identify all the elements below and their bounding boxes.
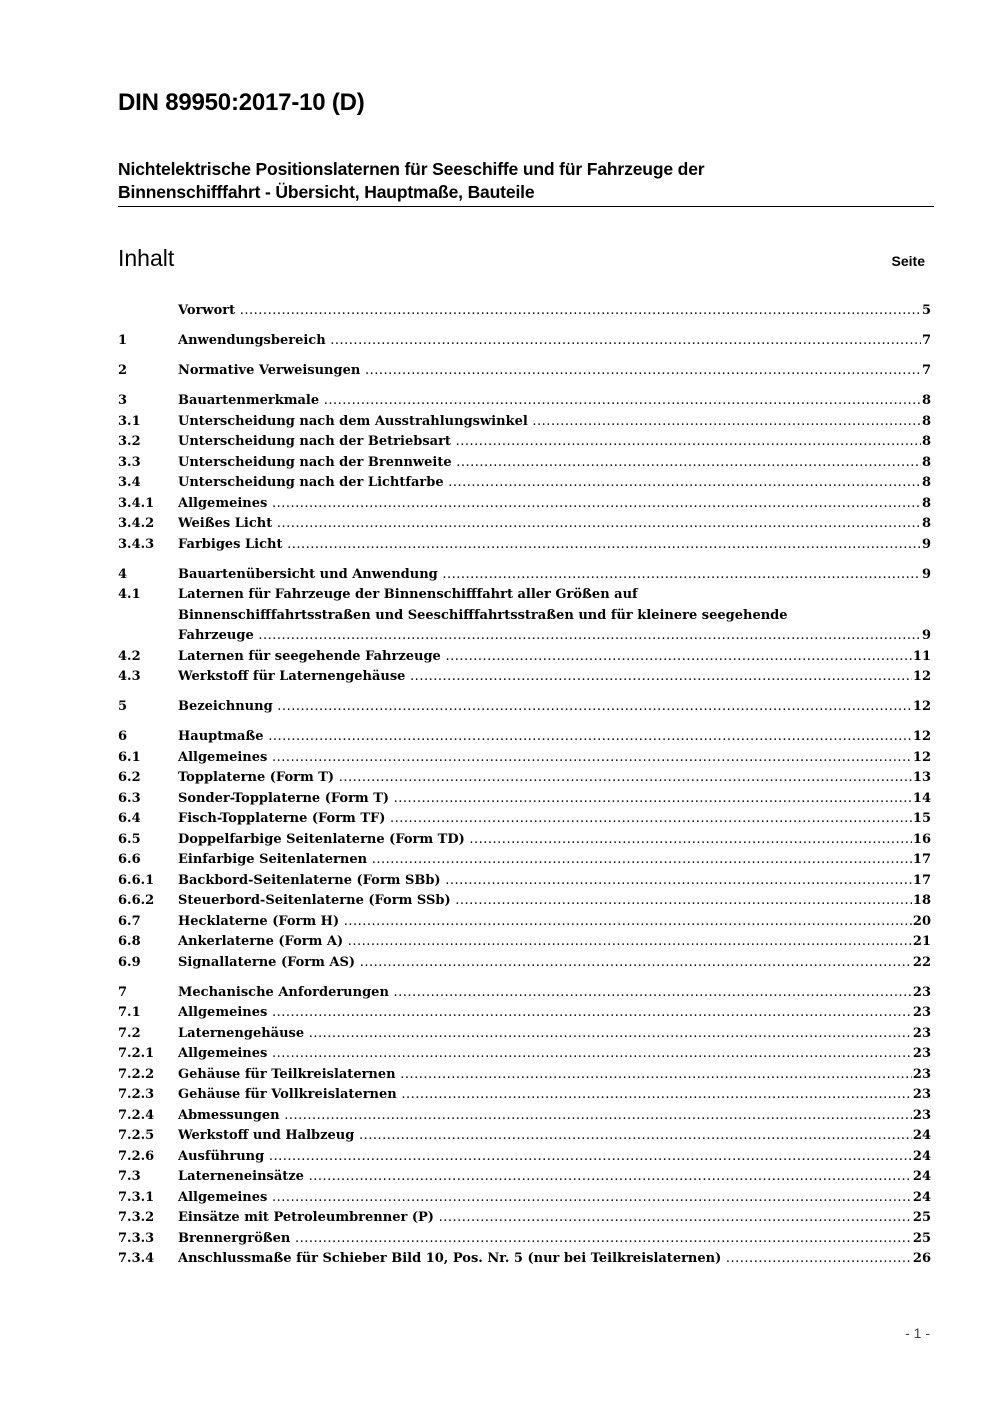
toc-entry[interactable] [118,912,931,933]
toc-entry[interactable] [118,535,931,556]
toc-entry[interactable] [118,789,931,810]
toc-entry-number: 6.8 [118,934,141,949]
toc-entry-number: 6.4 [118,811,141,826]
toc-entry[interactable] [118,953,931,974]
toc-entry-number: 7.2.5 [118,1128,155,1143]
toc-entry-page: 8 [921,475,931,490]
toc-entry[interactable] [118,1003,931,1024]
toc-entry-label [178,565,921,586]
toc-entry[interactable] [118,1044,931,1065]
toc-entry-number: 7.2.3 [118,1087,155,1102]
toc-entry-title: Abmessungen ..... [178,1108,912,1123]
toc-entry-title: Steuerbord-Seitenlaterne (Form SSb) ..... [178,893,912,908]
toc-entry-title: Sonder-Topplaterne (Form T) ..... [178,791,912,806]
toc-entry-page: 9 [921,536,931,552]
toc-entry[interactable] [118,494,931,515]
toc-entry-page: 23 [912,984,931,1000]
toc-entry[interactable] [118,432,931,453]
toc-entry-label [178,1147,912,1168]
toc-entry-page: 25 [912,1210,931,1225]
toc-entry-label [178,585,921,647]
toc-entry-page: 20 [912,913,931,929]
toc-entry-number: 1 [118,333,128,348]
toc-entry-title: Backbord-Seitenlaterne (Form SBb) ..... [178,873,912,888]
toc-entry-page: 8 [921,454,931,470]
toc-entry[interactable] [118,697,931,718]
toc-entry[interactable] [118,932,931,953]
toc-entry-page: 24 [912,1169,931,1184]
toc-entry-title: Ankerlaterne (Form A) ..... [178,934,912,949]
toc-entry-label [178,809,912,830]
page-number: - 1 - [905,1325,930,1341]
toc-entry-page: 8 [921,495,931,511]
toc-entry[interactable] [118,473,931,494]
toc-entry-label [178,667,912,688]
toc-entry-number: 7.3.4 [118,1251,155,1266]
document-title-line-2: Binnenschifffahrt - Übersicht, Hauptmaße, Bauteile [118,182,535,202]
toc-entry-label [178,983,912,1004]
toc-entry-page: 7 [921,333,931,348]
toc-entry-number: 7.1 [118,1005,141,1020]
toc-entry[interactable] [118,1085,931,1106]
toc-entry-title: Gehäuse für Teilkreislaternen ..... [178,1067,912,1082]
toc-entry-number: 3.4.1 [118,495,155,511]
toc-entry-title: Unterscheidung nach der Betriebsart ..... [178,434,921,449]
toc-entry-number: 7.2.1 [118,1046,155,1061]
toc-entry[interactable] [118,871,931,892]
toc-entry-label-line: Laternen für Fahrzeuge der Binnenschifffahrt aller Größen auf [178,587,638,602]
toc-entry-number: 3.2 [118,434,141,449]
toc-entry-page: 22 [912,954,931,970]
toc-entry[interactable] [118,830,931,851]
toc-entry-label [178,748,912,769]
toc-entry-label-line: Binnenschifffahrtsstraßen und Seeschifffahrtsstraßen und für kleinere seegehende [178,607,788,623]
toc-heading: Inhalt [118,245,175,271]
toc-entry[interactable] [118,850,931,871]
toc-entry-label [178,1003,912,1024]
document-id: DIN 89950:2017-10 (D) [118,89,365,116]
toc-page-column-label: Seite [891,253,925,269]
toc-entry-page: 24 [912,1148,931,1164]
toc-entry[interactable] [118,1024,931,1045]
toc-entry-page: 13 [912,770,931,785]
toc-entry-title: Einfarbige Seitenlaternen ..... [178,852,912,867]
toc-entry-label [178,1065,912,1086]
toc-entry[interactable] [118,1249,931,1270]
toc-entry-title: Allgemeines ..... [178,1005,912,1020]
toc-entry-title: Werkstoff und Halbzeug ..... [178,1128,912,1143]
toc-entry-page: 23 [912,1066,931,1082]
toc-entry-label [178,1229,912,1250]
toc-entry-title: Doppelfarbige Seitenlaterne (Form TD) ..... [178,832,912,847]
toc-entry-label [178,953,912,974]
toc-entry-number: 3.4.3 [118,536,155,552]
toc-entry-number: 7.2 [118,1025,141,1041]
toc-entry-label [178,473,921,494]
toc-entry-title: Hecklaterne (Form H) ..... [178,914,912,929]
toc-entry-page: 7 [921,363,931,378]
toc-entry-title: Signallaterne (Form AS) ..... [178,955,912,970]
toc-entry[interactable] [118,983,931,1004]
document-title [118,158,934,204]
toc-entry-number: 6.7 [118,913,141,929]
toc-entry-page: 8 [921,516,931,531]
toc-entry-number: 7.2.6 [118,1148,155,1164]
toc-entry[interactable] [118,585,931,647]
toc-entry-label [178,391,921,412]
toc-entry[interactable] [118,1065,931,1086]
toc-entry-title: Unterscheidung nach der Lichtfarbe ..... [178,475,921,490]
toc-entry-title: Werkstoff für Laternengehäuse ..... [178,669,912,684]
toc-entry[interactable] [118,1229,931,1250]
toc-entry-page: 24 [912,1189,931,1205]
toc-entry-title: Brennergrößen ..... [178,1231,912,1246]
toc-entry-number: 4.2 [118,648,141,664]
toc-entry-number: 4 [118,566,128,582]
toc-entry-number: 3.4 [118,475,141,490]
toc-entry-label [178,1188,912,1209]
toc-entry-title: Laterneneinsätze ..... [178,1169,912,1184]
toc-entry-page: 12 [912,729,931,744]
toc-entry-page: 26 [912,1251,931,1266]
toc-entry[interactable] [118,1188,931,1209]
toc-entry-number: 7.2.2 [118,1066,155,1082]
toc-entry-label [178,1106,912,1127]
toc-entry-label [178,932,912,953]
toc-entry-page: 17 [912,852,931,867]
toc-entry[interactable] [118,1167,931,1188]
toc-entry-page: 24 [912,1128,931,1143]
toc-entry-page: 23 [912,1025,931,1041]
toc-entry-title: Ausführung ..... [178,1149,912,1164]
toc-entry-number: 6.1 [118,749,141,765]
toc-entry-number: 7.3.2 [118,1210,155,1225]
toc-entry-label [178,912,912,933]
toc-entry-title: Allgemeines ..... [178,1046,912,1061]
toc-entry-title: Gehäuse für Vollkreislaternen ..... [178,1087,912,1102]
toc-entry-label [178,331,921,352]
toc-entry-label [178,727,912,748]
toc-entry-title: Allgemeines ..... [178,1190,912,1205]
toc-entry-title: Laternengehäuse ..... [178,1026,912,1041]
toc-entry-label [178,1249,912,1270]
toc-entry[interactable] [118,667,931,688]
toc-entry-label [178,412,921,433]
toc-entry[interactable] [118,727,931,748]
toc-entry-label [178,432,921,453]
toc-entry[interactable] [118,301,931,322]
toc-entry-page: 17 [912,872,931,888]
toc-entry-label [178,535,921,556]
toc-entry-number: 6.6.2 [118,893,155,908]
toc-entry-number: 4.3 [118,669,141,684]
toc-entry-label [178,1024,912,1045]
toc-entry-page: 21 [912,934,931,949]
toc-entry-number: 7.3 [118,1169,141,1184]
toc-entry-number: 3.4.2 [118,516,155,531]
toc-entry-title: Farbiges Licht ..... [178,537,921,552]
toc-entry[interactable] [118,1126,931,1147]
toc-entry-page: 12 [912,669,931,684]
toc-entry-title: Bauartenübersicht und Anwendung ..... [178,567,921,582]
toc-entry-number: 7.2.4 [118,1107,155,1123]
toc-entry-number: 3.3 [118,454,141,470]
toc-entry-title: Weißes Licht ..... [178,516,921,531]
toc-entry-label [178,301,921,322]
toc-entry-title: Fisch-Topplaterne (Form TF) ..... [178,811,912,826]
toc-entry-page: 23 [912,1087,931,1102]
toc-entry-title: Mechanische Anforderungen ..... [178,985,912,1000]
toc-entry-label [178,768,912,789]
toc-entry-label-line: Fahrzeuge ..... [178,626,921,647]
toc-entry-page: 9 [921,566,931,582]
toc-entry-label [178,647,912,668]
toc-entry-title: Topplaterne (Form T) ..... [178,770,912,785]
toc-entry-page: 9 [921,628,931,643]
toc-entry-label [178,789,912,810]
toc-entry-number: 2 [118,363,128,378]
toc-entry-page: 5 [921,303,931,318]
toc-entry[interactable] [118,391,931,412]
toc-entry-number: 6.6.1 [118,872,155,888]
toc-entry-label [178,1085,912,1106]
toc-entry[interactable] [118,768,931,789]
toc-entry-label [178,453,921,474]
toc-entry-number: 6.3 [118,790,141,806]
toc-entry[interactable] [118,1208,931,1229]
toc-entry-title: Anschlussmaße für Schieber Bild 10, Pos. Nr. 5 (nur bei Teilkreislaternen) ..... [178,1251,912,1266]
toc-entry-label [178,830,912,851]
toc-entry[interactable] [118,1147,931,1168]
toc-entry[interactable] [118,514,931,535]
toc-entry-page: 12 [912,749,931,765]
toc-entry[interactable] [118,331,931,352]
toc-entry-label [178,891,912,912]
toc-entry-title: Unterscheidung nach der Brennweite ..... [178,455,921,470]
toc-entry-number: 7 [118,984,128,1000]
toc-entry-page: 8 [921,434,931,449]
toc-entry-title: Unterscheidung nach dem Ausstrahlungswinkel ..... [178,414,921,429]
toc-entry-number: 6.2 [118,770,141,785]
toc-entry-page: 12 [912,699,931,714]
document-title-line-1: Nichtelektrische Positionslaternen für Seeschiffe und für Fahrzeuge der [118,159,705,179]
toc-entry-label [178,1044,912,1065]
toc-entry-page: 15 [912,811,931,826]
toc-entry[interactable] [118,453,931,474]
toc-entry-page: 11 [912,648,931,664]
toc-entry-label [178,1126,912,1147]
toc-entry-page: 8 [921,393,931,408]
toc-entry-title: Bauartenmerkmale ..... [178,393,921,408]
toc-entry-page: 23 [912,1005,931,1020]
toc-entry-number: 5 [118,699,128,714]
title-divider [118,206,934,207]
toc-entry-title: Einsätze mit Petroleumbrenner (P) ..... [178,1210,912,1225]
toc-entry[interactable] [118,748,931,769]
toc-entry-title: Bezeichnung ..... [178,699,912,714]
toc-entry-page: 16 [912,831,931,847]
toc-entry-label [178,514,921,535]
toc-entry[interactable] [118,361,931,382]
toc-entry-label [178,361,921,382]
toc-entry-title: Normative Verweisungen ..... [178,363,921,378]
toc-entry-label [178,1167,912,1188]
toc-entry-number: 7.3.3 [118,1230,155,1246]
toc-entry-label [178,1208,912,1229]
toc-entry-number: 3 [118,393,128,408]
toc-entry[interactable] [118,1106,931,1127]
toc-entry-page: 18 [912,893,931,908]
toc-entry[interactable] [118,647,931,668]
toc-entry-number: 6.6 [118,852,141,867]
toc-entry-number: 4.1 [118,587,141,602]
toc-entry[interactable] [118,565,931,586]
table-of-contents [118,301,931,1270]
toc-entry-page: 14 [912,790,931,806]
toc-entry-title: Anwendungsbereich ..... [178,333,921,348]
toc-entry-title: Allgemeines ..... [178,496,921,511]
toc-entry-title: Laternen für seegehende Fahrzeuge ..... [178,649,912,664]
toc-entry-label [178,494,921,515]
toc-entry-title: Vorwort ..... [178,303,921,318]
toc-entry[interactable] [118,809,931,830]
toc-entry-number: 6.5 [118,831,141,847]
toc-entry[interactable] [118,891,931,912]
toc-entry-number: 7.3.1 [118,1189,155,1205]
toc-entry-label [178,697,912,718]
toc-entry-page: 23 [912,1046,931,1061]
toc-entry-title: Hauptmaße ..... [178,729,912,744]
toc-entry-number: 6 [118,729,128,744]
toc-entry-number: 3.1 [118,413,141,429]
toc-entry-label [178,850,912,871]
toc-entry-number: 6.9 [118,954,141,970]
toc-entry[interactable] [118,412,931,433]
toc-entry-page: 25 [912,1230,931,1246]
toc-entry-page: 8 [921,413,931,429]
toc-entry-title: Allgemeines ..... [178,750,912,765]
toc-entry-page: 23 [912,1107,931,1123]
toc-entry-label [178,871,912,892]
